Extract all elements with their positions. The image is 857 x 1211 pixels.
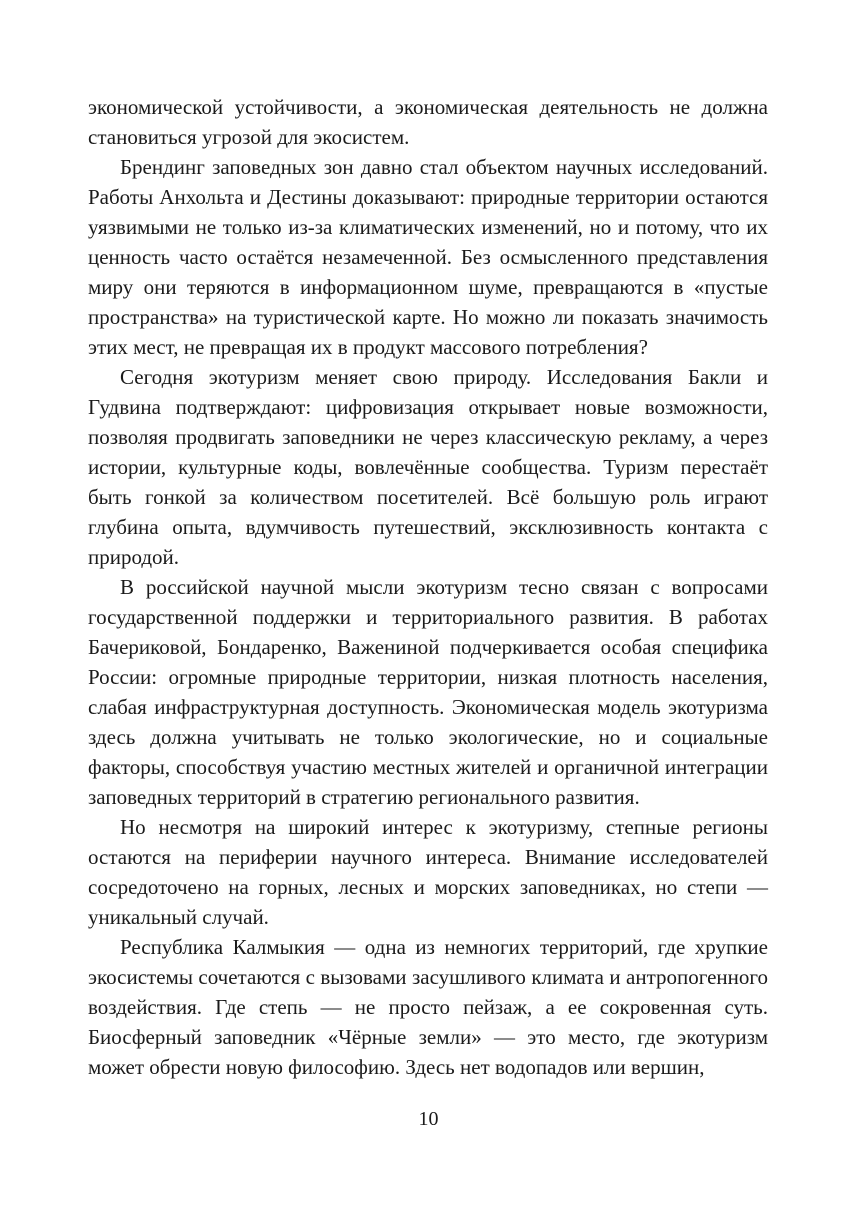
- paragraph-russian-research: В российской научной мысли экотуризм тесно связан с вопросами государственной поддержки и территориального развития. В работах Бачериковой, Бондаренко, Важениной подчеркивается особая специфика России: огромные природные территории, низкая плотность населения, слабая инфраструктурная доступность. Экономическая модель экотуризма здесь должна учитывать не только экологические, но и социальные факторы, способствуя участию местных жителей и органичной интеграции заповедных территорий в стратегию регионального развития.: [88, 575, 768, 809]
- paragraph-branding: Брендинг заповедных зон давно стал объектом научных исследований. Работы Анхольта и Дестины доказывают: природные территории остаются уязвимыми не только из-за климатических изменений, но и потому, что их ценность часто остаётся незамеченной. Без осмысленного представления миру они теряются в информационном шуме, превращаются в «пустые пространства» на туристической карте. Но можно ли показать значимость этих мест, не превращая их в продукт массового потребления?: [88, 155, 768, 359]
- paragraph-steppe-regions: Но несмотря на широкий интерес к экотуризму, степные регионы остаются на периферии научного интереса. Внимание исследователей сосредоточено на горных, лесных и морских заповедниках, но степи — уникальный случай.: [88, 815, 768, 929]
- paragraph-continuation: экономической устойчивости, а экономическая деятельность не должна становиться угрозой для экосистем.: [88, 95, 768, 149]
- body-text: [88, 92, 768, 1082]
- page-number: 10: [418, 1108, 439, 1130]
- paragraph-kalmykia: Республика Калмыкия — одна из немногих территорий, где хрупкие экосистемы сочетаются с вызовами засушливого климата и антропогенного воздействия. Где степь — не просто пейзаж, а ее сокровенная суть. Биосферный заповедник «Чёрные земли» — это место, где экотуризм может обрести новую философию. Здесь нет водопадов или вершин,: [88, 935, 768, 1079]
- paragraph-ecotourism-today: Сегодня экотуризм меняет свою природу. Исследования Бакли и Гудвина подтверждают: цифровизация открывает новые возможности, позволяя продвигать заповедники не через классическую рекламу, а через истории, культурные коды, вовлечённые сообщества. Туризм перестаёт быть гонкой за количеством посетителей. Всё большую роль играют глубина опыта, вдумчивость путешествий, эксклюзивность контакта с природой.: [88, 365, 768, 569]
